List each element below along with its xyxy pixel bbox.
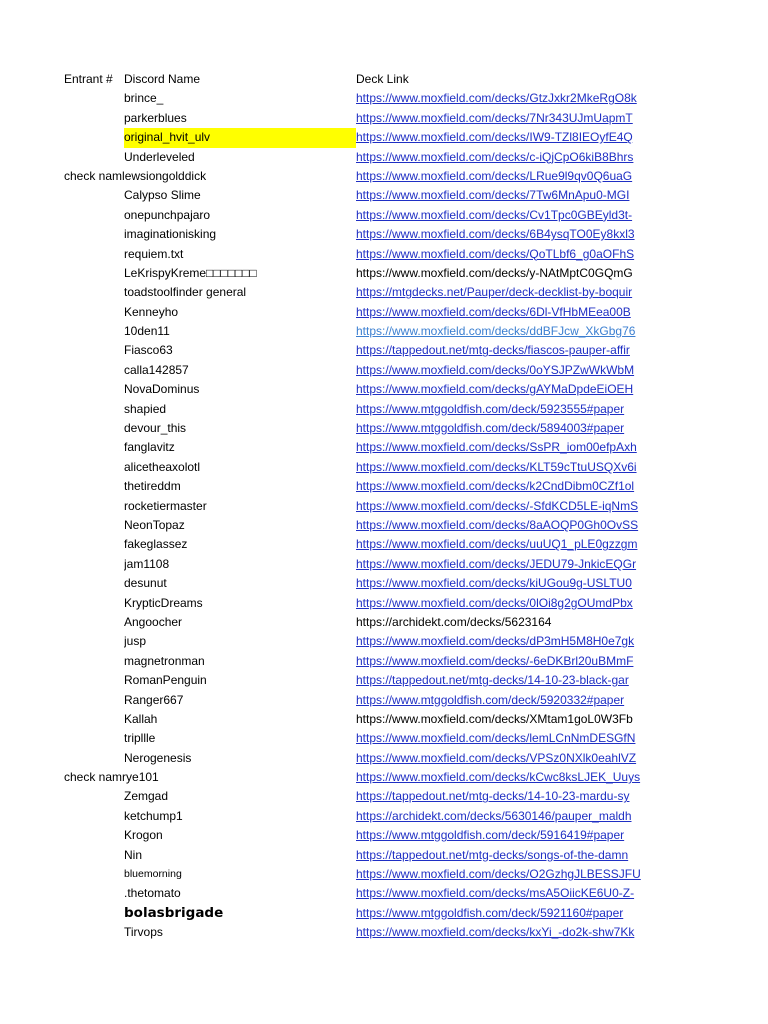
deck-link[interactable]: https://www.moxfield.com/decks/msA5OiicKE6U0-Z- [356, 886, 635, 901]
table-row [0, 574, 768, 593]
deck-link[interactable]: https://tappedout.net/mtg-decks/14-10-23-mardu-sy [356, 789, 630, 804]
table-row [0, 904, 768, 923]
discord-name-cell[interactable]: NeonTopaz [124, 517, 185, 532]
table-row [0, 516, 768, 535]
deck-link[interactable]: https://www.mtggoldfish.com/deck/5923555#paper [356, 401, 625, 416]
table-row [0, 89, 768, 108]
deck-link[interactable]: https://www.mtggoldfish.com/deck/5921160#paper [356, 905, 624, 920]
deck-link[interactable]: https://www.moxfield.com/decks/7Tw6MnApu0-MGI [356, 188, 630, 203]
deck-link[interactable]: https://www.moxfield.com/decks/O2GzhgJLBESSJFU [356, 867, 641, 882]
discord-name-cell[interactable]: devour_this [124, 421, 187, 436]
table-row [0, 729, 768, 748]
discord-name-cell[interactable]: imaginationisking [124, 227, 217, 242]
deck-link-cell [356, 89, 658, 108]
deck-link[interactable]: https://www.moxfield.com/decks/GtzJxkr2MkeRgO8k [356, 91, 637, 106]
table-row [0, 400, 768, 419]
entrant-cell[interactable] [64, 535, 124, 554]
entrant-cell[interactable] [64, 555, 124, 574]
table-row [0, 535, 768, 554]
deck-link[interactable]: https://www.moxfield.com/decks/kiUGou9g-USLTU0 [356, 576, 632, 591]
deck-link-cell [356, 632, 658, 651]
discord-name-cell[interactable]: magnetronman [124, 653, 205, 668]
table-row [0, 594, 768, 613]
deck-link[interactable]: https://www.moxfield.com/decks/gAYMaDpdeEiOEH [356, 382, 634, 397]
entrant-cell[interactable] [64, 109, 124, 128]
discord-name-cell[interactable]: Krogon [124, 828, 163, 843]
table-row [0, 749, 768, 768]
table-row [0, 361, 768, 380]
deck-link[interactable]: https://www.moxfield.com/decks/LRue9l9qv0Q6uaG [356, 168, 633, 183]
entrant-cell[interactable] [64, 516, 124, 535]
entrant-cell[interactable]: check namrye101 [64, 770, 159, 785]
entrant-cell[interactable] [64, 438, 124, 457]
deck-link-cell [356, 613, 658, 632]
deck-header[interactable]: Deck Link [356, 72, 409, 86]
table-row [0, 632, 768, 651]
discord-name-cell[interactable]: onepunchpajaro [124, 207, 211, 222]
discord-name-cell[interactable]: jam1108 [124, 556, 170, 571]
deck-link-cell [356, 341, 658, 360]
deck-link[interactable]: https://www.moxfield.com/decks/ddBFJcw_XkGbg76 [356, 324, 636, 339]
entrant-cell[interactable] [64, 594, 124, 613]
entrant-cell[interactable] [64, 128, 124, 147]
discord-name-cell[interactable]: bluemorning [124, 868, 182, 881]
table-row [0, 652, 768, 671]
deck-link: https://www.moxfield.com/decks/y-NAtMptC0GQmG [356, 265, 633, 280]
deck-link-cell [356, 535, 658, 554]
deck-link-cell [356, 477, 658, 496]
discord-name-cell[interactable]: fakeglassez [124, 537, 188, 552]
deck-link[interactable]: https://www.moxfield.com/decks/VPSz0NXlk0eahlVZ [356, 750, 637, 765]
discord-name-cell[interactable]: Calypso Slime [124, 188, 201, 203]
discord-name-cell[interactable]: Underleveled [124, 149, 195, 164]
deck-link[interactable]: https://www.moxfield.com/decks/lemLCnNmDESGfN [356, 731, 636, 746]
table-row [0, 380, 768, 399]
deck-link[interactable]: https://mtgdecks.net/Pauper/deck-decklist-by-boquir [356, 285, 633, 300]
spreadsheet [0, 70, 768, 943]
deck-link-cell [356, 245, 658, 264]
entrant-cell[interactable] [64, 787, 124, 806]
table-row [0, 768, 768, 787]
discord-name-cell[interactable]: bolasbrigade [124, 904, 224, 921]
deck-link-cell [356, 128, 658, 147]
deck-link-cell [356, 516, 658, 535]
deck-link-cell [356, 264, 658, 283]
deck-link[interactable]: https://www.moxfield.com/decks/6Dl-VfHbMEea00B [356, 304, 631, 319]
deck-link[interactable]: https://www.moxfield.com/decks/dP3mH5M8H0e7gk [356, 634, 635, 649]
entrant-cell[interactable] [64, 904, 124, 923]
discord-name-cell[interactable]: RomanPenguin [124, 673, 207, 688]
entrant-cell[interactable] [64, 497, 124, 516]
discord-name-cell[interactable]: fanglavitz [124, 440, 175, 455]
deck-link[interactable]: https://www.moxfield.com/decks/JEDU79-JnkicEQGr [356, 556, 637, 571]
entrant-cell[interactable] [64, 225, 124, 244]
deck-link[interactable]: https://www.moxfield.com/decks/QoTLbf6_g0aOFhS [356, 246, 635, 261]
discord-header[interactable]: Discord Name [124, 72, 201, 86]
discord-name-cell[interactable]: parkerblues [124, 110, 187, 125]
discord-name-cell[interactable]: calla142857 [124, 362, 189, 377]
deck-link-cell [356, 846, 658, 865]
entrant-cell[interactable] [64, 613, 124, 632]
deck-link-cell [356, 691, 658, 710]
table-row [0, 846, 768, 865]
table-row [0, 186, 768, 205]
discord-name-cell[interactable]: toadstoolfinder general [124, 285, 247, 300]
discord-name-cell[interactable]: Angoocher [124, 614, 183, 629]
deck-link-cell [356, 322, 658, 341]
deck-link-cell [356, 652, 658, 671]
deck-link[interactable]: https://tappedout.net/mtg-decks/fiascos-pauper-affir [356, 343, 630, 358]
entrant-cell[interactable] [64, 322, 124, 341]
table-row [0, 826, 768, 845]
discord-name-cell[interactable]: brince_ [124, 91, 164, 106]
discord-name-cell[interactable]: 10den11 [124, 324, 170, 339]
discord-name-cell[interactable]: Kallah [124, 711, 158, 726]
entrant-cell[interactable] [64, 148, 124, 167]
deck-link[interactable]: https://www.moxfield.com/decks/Cv1Tpc0GBEyld3t- [356, 207, 633, 222]
deck-link[interactable]: https://tappedout.net/mtg-decks/songs-of-the-damn [356, 847, 629, 862]
deck-link-cell [356, 167, 658, 186]
entrant-cell[interactable] [64, 206, 124, 225]
table-row [0, 322, 768, 341]
table-row [0, 303, 768, 322]
deck-link-cell [356, 574, 658, 593]
deck-link[interactable]: https://www.moxfield.com/decks/SsPR_iom00efpAxh [356, 440, 637, 455]
deck-link-cell [356, 458, 658, 477]
deck-link-cell [356, 361, 658, 380]
deck-link-cell [356, 380, 658, 399]
discord-name-cell[interactable]: Zemgad [124, 789, 169, 804]
deck-link-cell [356, 497, 658, 516]
deck-link[interactable]: https://www.moxfield.com/decks/k2CndDibm0CZf1ol [356, 479, 635, 494]
deck-link[interactable]: https://www.moxfield.com/decks/-SfdKCD5LE-iqNmS [356, 498, 639, 513]
deck-link[interactable]: https://www.moxfield.com/decks/-6eDKBrl20uBMmF [356, 653, 634, 668]
entrant-cell[interactable] [64, 477, 124, 496]
discord-name-cell[interactable]: Kenneyho [124, 304, 179, 319]
deck-link[interactable]: https://www.moxfield.com/decks/kCwc8ksLJEK_Uuys [356, 770, 641, 785]
deck-link: https://www.moxfield.com/decks/XMtam1goL0W3Fb [356, 711, 633, 726]
discord-name-cell[interactable]: requiem.txt [124, 246, 184, 261]
deck-link[interactable]: https://www.moxfield.com/decks/0oYSJPZwWkWbM [356, 362, 635, 377]
table-row [0, 865, 768, 884]
deck-link[interactable]: https://www.mtggoldfish.com/deck/5920332#paper [356, 692, 625, 707]
deck-link[interactable]: https://www.moxfield.com/decks/uuUQ1_pLE0gzzgm [356, 537, 638, 552]
discord-name-cell[interactable]: tripllle [124, 731, 156, 746]
deck-link[interactable]: https://www.moxfield.com/decks/c-iQjCpO6kiB8Bhrs [356, 149, 634, 164]
deck-link-cell [356, 148, 658, 167]
entrant-cell[interactable] [64, 807, 124, 826]
deck-link[interactable]: https://www.moxfield.com/decks/kxYi_-do2k-shw7Kk [356, 925, 635, 940]
entrant-cell[interactable] [64, 826, 124, 845]
entrant-cell[interactable] [64, 419, 124, 438]
table-row [0, 458, 768, 477]
table-row [0, 710, 768, 729]
discord-name-cell[interactable]: NovaDominus [124, 382, 200, 397]
header-row [0, 70, 768, 89]
deck-link-cell [356, 807, 658, 826]
entrant-cell[interactable] [64, 652, 124, 671]
entrant-cell[interactable] [64, 283, 124, 302]
entrant-cell[interactable]: check namlewsiongolddick [64, 168, 207, 183]
discord-name-cell[interactable]: jusp [124, 634, 147, 649]
deck-link-cell [356, 206, 658, 225]
deck-link-cell [356, 768, 658, 787]
entrant-cell[interactable] [64, 574, 124, 593]
deck-link-cell [356, 671, 658, 690]
entrant-cell[interactable] [64, 846, 124, 865]
table-row [0, 884, 768, 903]
discord-name-cell[interactable]: shapied [124, 401, 167, 416]
deck-link[interactable]: https://www.moxfield.com/decks/6B4ysqTO0Ey8kxl3 [356, 227, 635, 242]
entrant-cell[interactable] [64, 341, 124, 360]
entrant-cell[interactable] [64, 303, 124, 322]
discord-name-cell[interactable]: KrypticDreams [124, 595, 203, 610]
entrant-cell[interactable] [64, 691, 124, 710]
table-row [0, 438, 768, 457]
entrant-cell[interactable] [64, 400, 124, 419]
discord-name-cell[interactable] [124, 768, 356, 787]
discord-name-cell[interactable]: Tirvops [124, 925, 163, 940]
discord-name-cell[interactable]: Nerogenesis [124, 750, 192, 765]
entrant-cell[interactable] [64, 632, 124, 651]
deck-link-cell [356, 787, 658, 806]
deck-link: https://archidekt.com/decks/5623164 [356, 614, 552, 629]
table-row [0, 477, 768, 496]
table-row [0, 807, 768, 826]
entrant-cell[interactable] [64, 710, 124, 729]
deck-link-cell [356, 904, 658, 923]
entrant-cell[interactable] [64, 186, 124, 205]
deck-link-cell [356, 109, 658, 128]
entrant-cell[interactable] [64, 89, 124, 108]
deck-link-cell [356, 400, 658, 419]
discord-name-cell[interactable]: LeKrispyKreme□□□□□□□ [124, 265, 257, 280]
entrant-cell[interactable] [64, 923, 124, 942]
deck-link[interactable]: https://www.moxfield.com/decks/KLT59cTtuUSQXv6i [356, 459, 637, 474]
entrant-cell[interactable] [64, 749, 124, 768]
deck-link-cell [356, 923, 658, 942]
table-row [0, 148, 768, 167]
table-row [0, 787, 768, 806]
deck-link[interactable]: https://www.mtggoldfish.com/deck/5894003#paper [356, 421, 625, 436]
deck-link[interactable]: https://www.moxfield.com/decks/IW9-TZl8IEOyfE4Q [356, 130, 633, 145]
entrant-cell[interactable] [64, 884, 124, 903]
deck-link-cell [356, 283, 658, 302]
entrant-header[interactable]: Entrant # [64, 72, 113, 86]
deck-link-cell [356, 419, 658, 438]
table-row [0, 225, 768, 244]
table-row [0, 167, 768, 186]
deck-link[interactable]: https://archidekt.com/decks/5630146/pauper_maldh [356, 808, 632, 823]
table-row [0, 555, 768, 574]
discord-name-cell[interactable]: rocketiermaster [124, 498, 207, 513]
entrant-cell[interactable] [64, 264, 124, 283]
deck-link-cell [356, 225, 658, 244]
table-row [0, 691, 768, 710]
discord-name-cell[interactable]: alicetheaxolotl [124, 459, 201, 474]
discord-name-cell[interactable]: Fiasco63 [124, 343, 173, 358]
deck-link-cell [356, 710, 658, 729]
discord-name-cell[interactable]: thetireddm [124, 479, 181, 494]
table-row [0, 109, 768, 128]
table-row [0, 613, 768, 632]
deck-link-cell [356, 303, 658, 322]
deck-link[interactable]: https://tappedout.net/mtg-decks/14-10-23-black-gar [356, 673, 629, 688]
discord-name-cell[interactable]: .thetomato [124, 886, 181, 901]
deck-link-cell [356, 729, 658, 748]
deck-link-cell [356, 749, 658, 768]
entrant-cell[interactable] [64, 245, 124, 264]
discord-name-cell[interactable]: desunut [124, 576, 167, 591]
deck-link[interactable]: https://www.moxfield.com/decks/8aAOQP0Gh0OvSS [356, 517, 639, 532]
discord-name-cell[interactable]: original_hvit_ulv [124, 128, 356, 147]
deck-link-cell [356, 865, 658, 884]
table-row [0, 341, 768, 360]
deck-link-cell [356, 594, 658, 613]
table-row [0, 128, 768, 147]
table-row [0, 245, 768, 264]
table-row [0, 206, 768, 225]
discord-name-cell[interactable] [124, 167, 356, 186]
table-row [0, 264, 768, 283]
table-row [0, 923, 768, 942]
deck-link[interactable]: https://www.moxfield.com/decks/0lOi8g2gOUmdPbx [356, 595, 633, 610]
deck-link[interactable]: https://www.mtggoldfish.com/deck/5916419#paper [356, 828, 625, 843]
deck-link-cell [356, 884, 658, 903]
table-body [0, 89, 768, 942]
entrant-cell[interactable] [64, 361, 124, 380]
deck-link[interactable]: https://www.moxfield.com/decks/7Nr343UJmUapmT [356, 110, 633, 125]
entrant-cell[interactable] [64, 729, 124, 748]
table-row [0, 283, 768, 302]
table-row [0, 419, 768, 438]
table-row [0, 497, 768, 516]
discord-name-cell[interactable]: Nin [124, 847, 143, 862]
deck-link-cell [356, 186, 658, 205]
deck-link-cell [356, 555, 658, 574]
discord-name-cell[interactable]: ketchump1 [124, 808, 183, 823]
entrant-cell[interactable] [64, 865, 124, 884]
table-row [0, 671, 768, 690]
entrant-cell[interactable] [64, 380, 124, 399]
deck-link-cell [356, 438, 658, 457]
discord-name-cell[interactable]: Ranger667 [124, 692, 184, 707]
entrant-cell[interactable] [64, 458, 124, 477]
deck-link-cell [356, 826, 658, 845]
entrant-cell[interactable] [64, 671, 124, 690]
